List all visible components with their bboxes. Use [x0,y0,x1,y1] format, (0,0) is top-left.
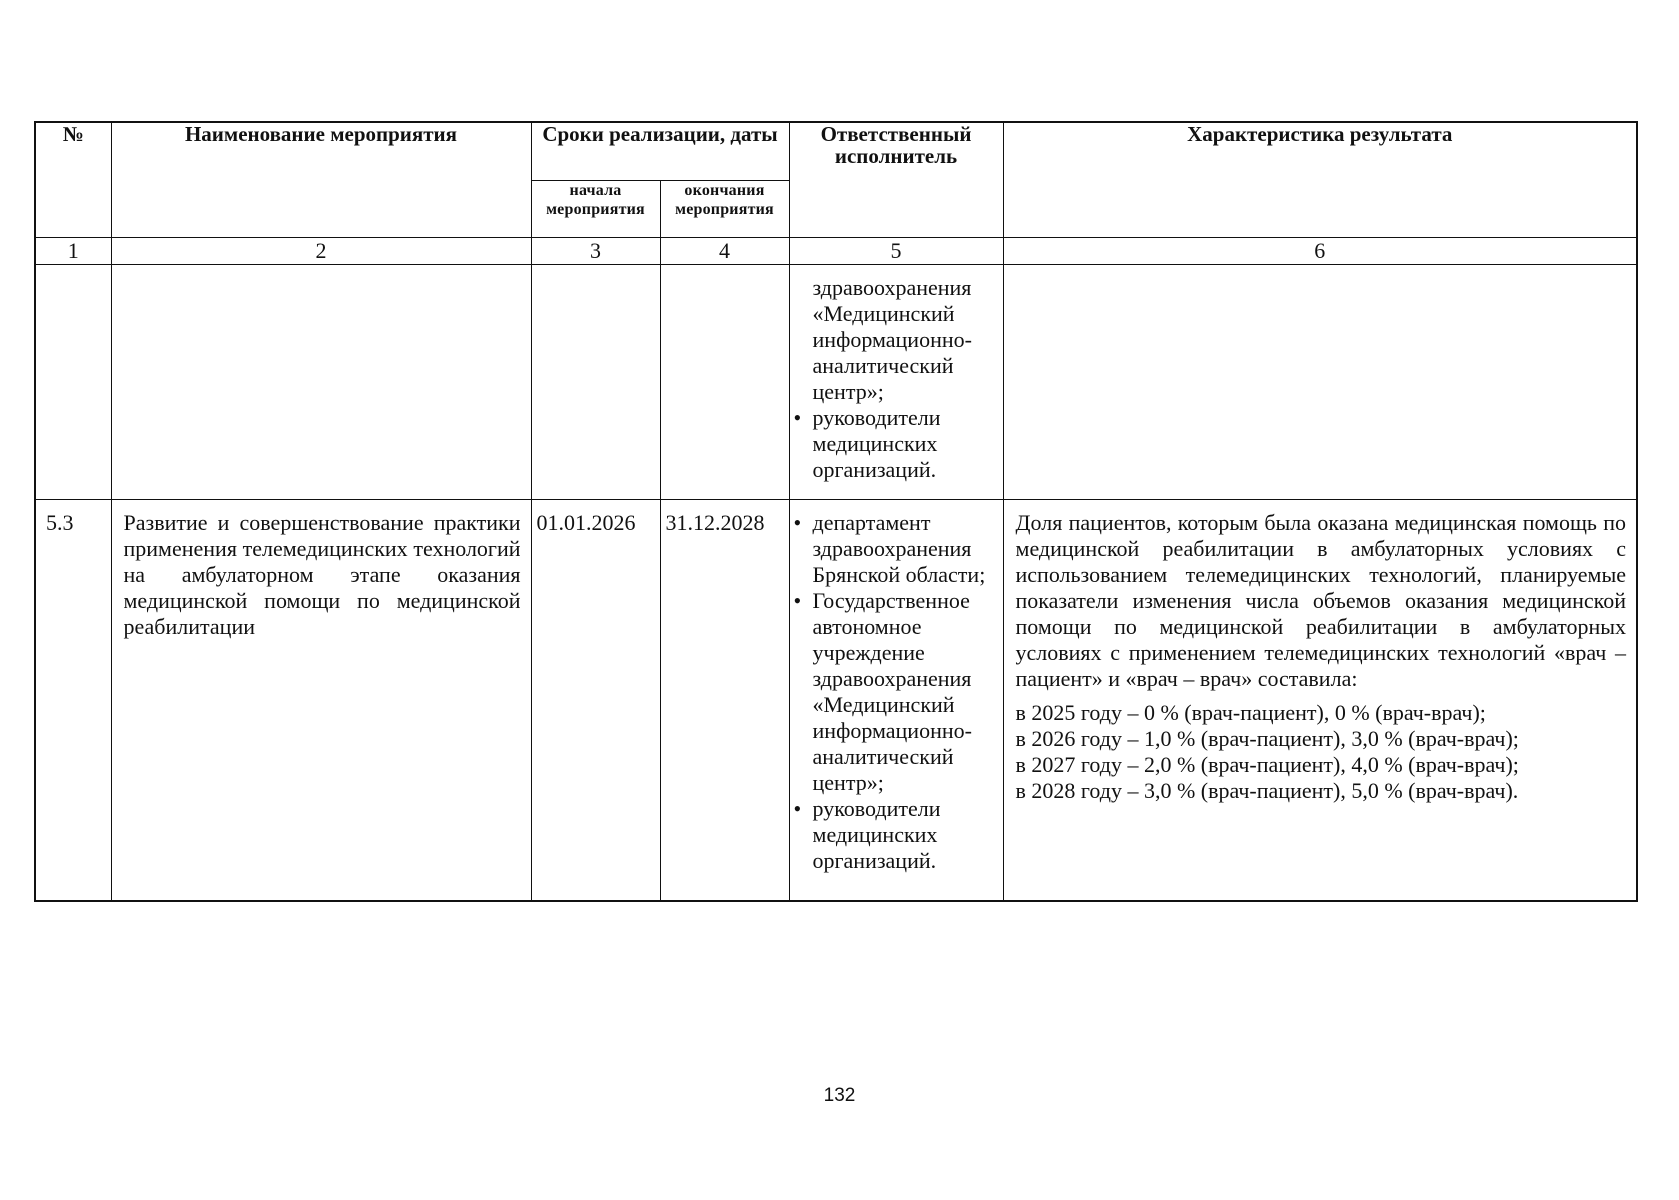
column-number-3: 3 [531,238,660,265]
responsible-item: • Государственное автономное учреждение здравоохранения «Медицинский информационно-аналитический центр»; [790,588,1003,796]
column-number-2: 2 [111,238,531,265]
measures-table [34,121,1638,902]
column-number-1: 1 [35,238,111,265]
responsible-item: • руководители медицинских организаций. [790,405,1003,483]
column-number-4: 4 [660,238,789,265]
result-cell [1003,500,1637,902]
page-number: 132 [823,1085,856,1106]
column-number-6: 6 [1003,238,1637,265]
measure-name: Развитие и совершенствование практики применения телемедицинских технологий на амбулаторном этапе оказания медицинской помощи по медицинской реабилитации [111,500,531,902]
result-description: Доля пациентов, которым была оказана медицинская помощь по медицинской реабилитации в амбулаторных условиях с использованием телемедицинских технологий, планируемые показатели изменения числа объемов оказания медицинской помощи по медицинской реабилитации в амбулаторных условиях с применением телемедицинских технологий «врач – пациент» и «врач – врач» составила: [1015,510,1627,691]
header-responsible: Ответственный исполнитель [789,122,1003,238]
table-row-continuation [35,265,1637,500]
header-dates-group: Сроки реализации, даты [531,122,789,180]
cont-no-cell [35,265,111,500]
end-date: 31.12.2028 [660,500,789,902]
table-row [35,500,1637,902]
cont-responsible-cell [789,265,1003,500]
result-line-2028: в 2028 году – 3,0 % (врач-пациент), 5,0 % (врач-врач). [1015,778,1519,803]
start-date: 01.01.2026 [531,500,660,902]
result-line-2026: в 2026 году – 1,0 % (врач-пациент), 3,0 % (врач-врач); [1015,726,1519,751]
header-no: № [35,122,111,238]
result-line-2025: в 2025 году – 0 % (врач-пациент), 0 % (врач-врач); [1015,700,1486,725]
result-line-2027: в 2027 году – 2,0 % (врач-пациент), 4,0 % (врач-врач); [1015,752,1519,777]
cont-result-cell [1003,265,1637,500]
responsible-cell [789,500,1003,902]
column-number-5: 5 [789,238,1003,265]
responsible-item: • руководители медицинских организаций. [790,796,1003,874]
header-result: Характеристика результата [1003,122,1637,238]
responsible-item: • департамент здравоохранения Брянской области; [790,510,1003,588]
cont-name-cell [111,265,531,500]
header-end: окончания мероприятия [660,180,789,238]
header-name: Наименование мероприятия [111,122,531,238]
responsible-item: здравоохранения «Медицинский информационно-аналитический центр»; [812,275,972,404]
cont-start-cell [531,265,660,500]
cont-end-cell [660,265,789,500]
header-start: начала мероприятия [531,180,660,238]
row-number: 5.3 [35,500,111,902]
